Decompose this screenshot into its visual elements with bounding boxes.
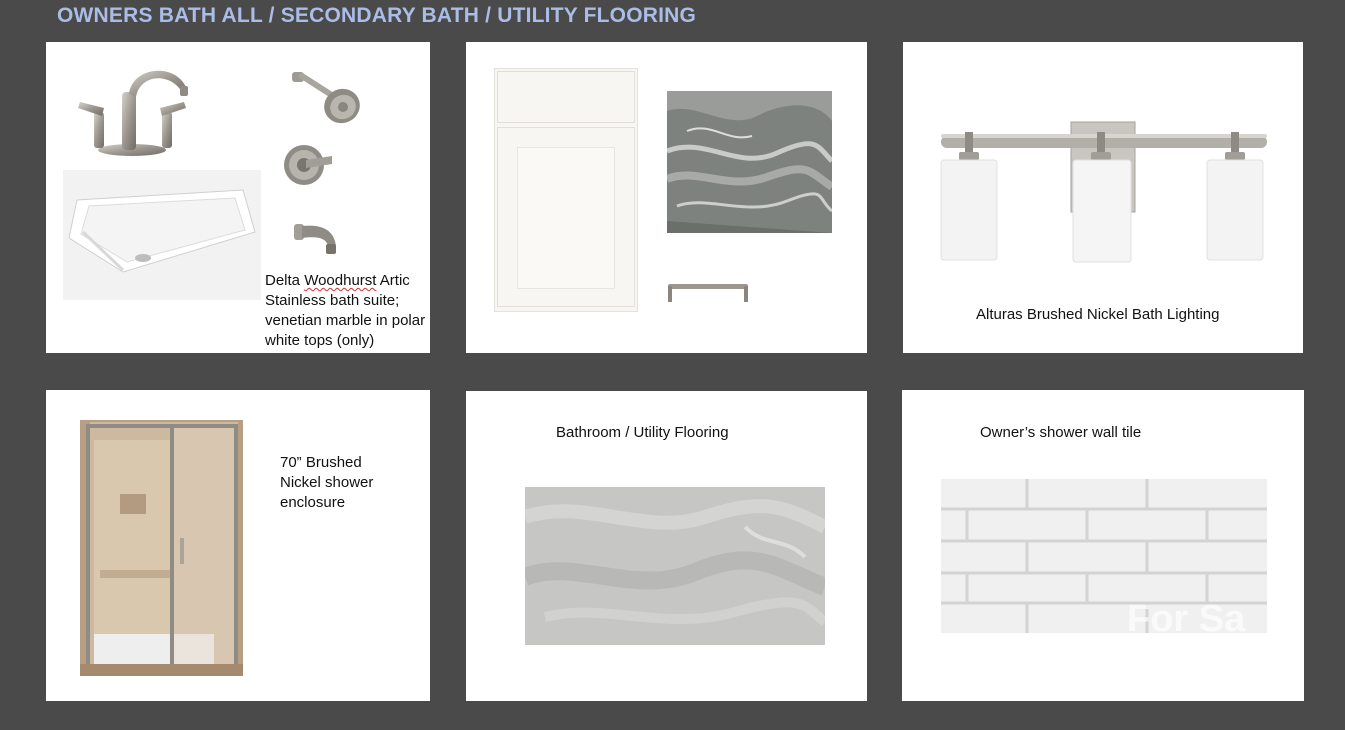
countertop-sample-image — [667, 91, 832, 233]
shower-valve-trim-image — [282, 142, 336, 188]
floor-tile-sample-image — [525, 487, 825, 645]
watermark: For Sa — [1127, 598, 1246, 633]
vanity-light-image — [937, 120, 1273, 268]
undermount-sink-image — [63, 170, 261, 300]
subway-tile-sample-image — [941, 479, 1267, 633]
flooring-caption: Bathroom / Utility Flooring — [556, 424, 729, 441]
cabinetry-panel — [466, 42, 867, 353]
tub-spout-image — [292, 216, 342, 258]
wall-tile-panel — [902, 390, 1304, 701]
shower-enclosure-panel — [46, 390, 430, 701]
lighting-caption: Alturas Brushed Nickel Bath Lighting — [976, 306, 1220, 323]
shower-enclosure-caption: 70” Brushed Nickel shower enclosure — [280, 454, 374, 511]
shower-head-image — [290, 68, 364, 128]
cabinet-pull-image — [666, 282, 750, 304]
flooring-panel — [466, 391, 867, 701]
page-title: OWNERS BATH ALL / SECONDARY BATH / UTILITY FLOORING — [57, 4, 697, 27]
lighting-panel — [903, 42, 1303, 353]
shower-enclosure-image — [80, 420, 243, 676]
faucet-image — [74, 62, 194, 160]
cabinet-door-image — [494, 68, 638, 312]
fixtures-caption: Delta Woodhurst Artic Stainless bath suite; venetian marble in polar white tops (only) — [265, 272, 426, 349]
wall-tile-caption: Owner’s shower wall tile — [980, 424, 1142, 441]
fixtures-panel — [46, 42, 430, 353]
